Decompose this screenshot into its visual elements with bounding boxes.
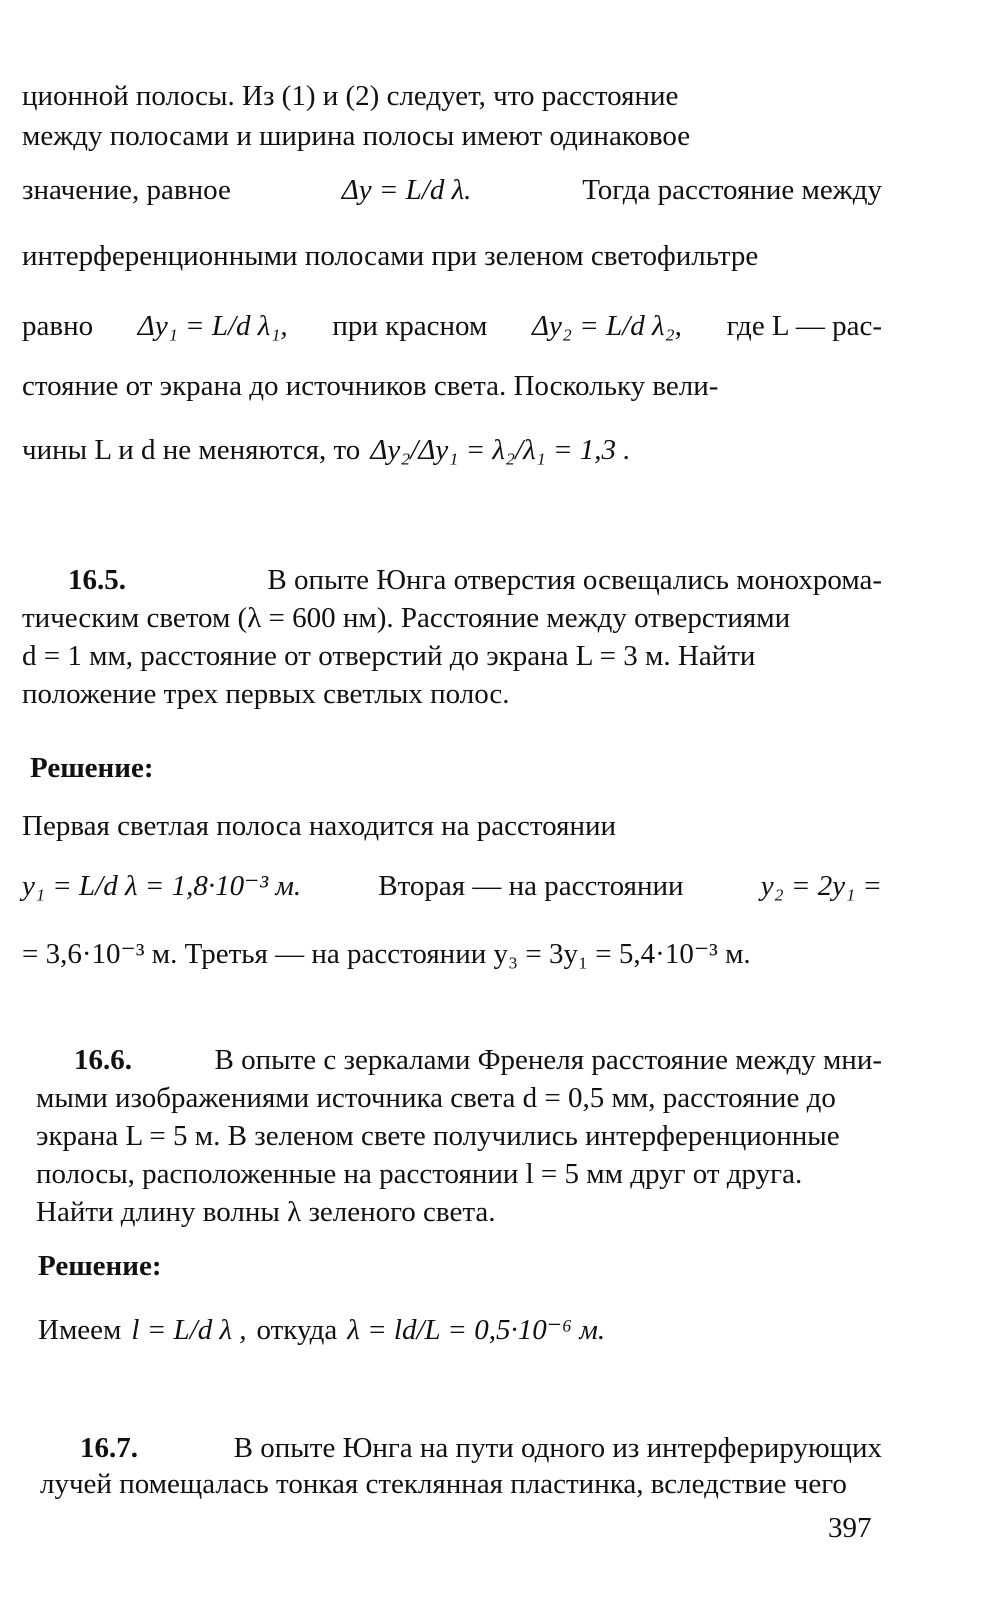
problem-16-5-line-1: 16.5. В опыте Юнга отверстия освещались монохрома-	[68, 564, 882, 596]
formula-ratio: Δy₂/Δy₁ = λ₂/λ₁ = 1,3 .	[370, 434, 631, 466]
solution-heading: Решение:	[30, 752, 154, 784]
formula-delta-y: Δy = L/d λ.	[341, 174, 472, 206]
solution-16-5-line-2: y₁ = L/d λ = 1,8·10⁻³ м. Вторая — на расстоянии y₂ = 2y₁ =	[22, 870, 882, 902]
problem-16-7-line-1: 16.7. В опыте Юнга на пути одного из интерферирующих	[80, 1432, 882, 1464]
solution-16-5-line-1: Первая светлая полоса находится на расстоянии	[22, 810, 617, 842]
problem-16-6-line-1: 16.6. В опыте с зеркалами Френеля расстояние между мни-	[74, 1044, 882, 1076]
problem-16-6-line-4: полосы, расположенные на расстоянии l = 5 мм друг от друга.	[36, 1158, 803, 1190]
problem-16-6-line-2: мыми изображениями источника света d = 0,5 мм, расстояние до	[36, 1082, 836, 1114]
intro-line-4: интерференционными полосами при зеленом светофильтре	[22, 240, 759, 272]
formula-y2: y₂ = 2y₁ =	[760, 870, 882, 902]
problem-number: 16.5.	[68, 564, 126, 596]
intro-line-3: значение, равное Δy = L/d λ. Тогда расстояние между	[22, 174, 882, 206]
problem-number: 16.6.	[74, 1044, 132, 1076]
solution-16-5-line-3: = 3,6·10⁻³ м. Третья — на расстоянии y₃ = 3y₁ = 5,4·10⁻³ м.	[22, 938, 751, 970]
problem-16-6-line-3: экрана L = 5 м. В зеленом свете получились интерференционные	[36, 1120, 840, 1152]
problem-16-5-line-4: положение трех первых светлых полос.	[22, 678, 510, 710]
intro-line-2: между полосами и ширина полосы имеют одинаковое	[22, 120, 691, 152]
problem-16-6-line-5: Найти длину волны λ зеленого света.	[36, 1196, 496, 1228]
formula-delta-y2: Δy₂ = L/d λ₂,	[532, 310, 682, 342]
problem-number: 16.7.	[80, 1432, 138, 1464]
formula-l: l = L/d λ ,	[131, 1314, 247, 1346]
formula-y1: y₁ = L/d λ = 1,8·10⁻³ м.	[22, 870, 302, 902]
formula-lambda: λ = ld/L = 0,5·10⁻⁶ м.	[347, 1314, 606, 1346]
intro-line-6: стояние от экрана до источников света. Поскольку вели-	[22, 370, 719, 402]
formula-delta-y1: Δy₁ = L/d λ₁,	[137, 310, 288, 342]
intro-line-5: равно Δy₁ = L/d λ₁, при красном Δy₂ = L/d λ₂, где L — рас-	[22, 310, 882, 342]
intro-line-7: чины L и d не меняются, то Δy₂/Δy₁ = λ₂/λ₁ = 1,3 .	[22, 434, 631, 466]
intro-line-1: ционной полосы. Из (1) и (2) следует, что расстояние	[22, 80, 679, 112]
page-number: 397	[828, 1512, 872, 1544]
problem-16-7-line-2: лучей помещалась тонкая стеклянная пластинка, вследствие чего	[40, 1468, 847, 1500]
solution-16-6-line-1: Имеем l = L/d λ , откуда λ = ld/L = 0,5·10⁻⁶ м.	[38, 1314, 606, 1346]
problem-16-5-line-3: d = 1 мм, расстояние от отверстий до экрана L = 3 м. Найти	[22, 640, 756, 672]
problem-16-5-line-2: тическим светом (λ = 600 нм). Расстояние между отверстиями	[22, 602, 791, 634]
solution-heading: Решение:	[38, 1250, 162, 1282]
